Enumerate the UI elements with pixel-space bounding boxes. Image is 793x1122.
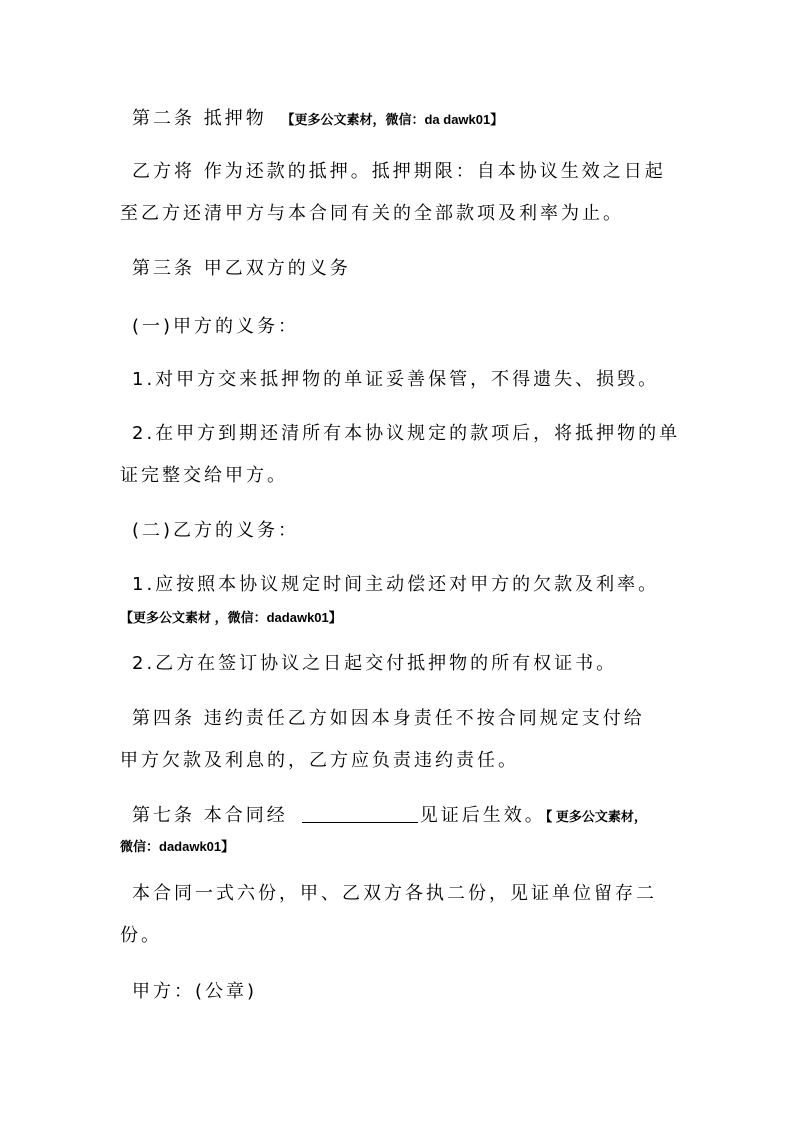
paragraph-line: 份。 — [120, 925, 162, 946]
paragraph-line: 本合同一式六份，甲、乙双方各执二份，见证单位留存二 — [132, 883, 657, 904]
paragraph-line: 甲方欠款及利息的，乙方应负责违约责任。 — [120, 750, 519, 771]
paragraph-line: 至乙方还清甲方与本合同有关的全部款项及利率为止。 — [120, 203, 624, 224]
paragraph-line: 乙方将 作为还款的抵押。抵押期限：自本协议生效之日起 — [132, 161, 666, 182]
paragraph-line: 1.对甲方交来抵押物的单证妥善保管，不得遗失、损毁。 — [132, 369, 660, 390]
party-b-duties-heading: (二)乙方的义务： — [132, 520, 300, 541]
article-7-text: 第七条 本合同经 — [132, 805, 288, 826]
article-3-heading: 第三条 甲乙双方的义务 — [132, 258, 351, 279]
article-7-heading — [120, 804, 692, 828]
article-4-heading: 第四条 违约责任乙方如因本身责任不按合同规定支付给 — [132, 708, 645, 729]
paragraph-line: 2.在甲方到期还清所有本协议规定的款项后，将抵押物的单 — [132, 423, 681, 444]
party-a-seal-line: 甲方：(公章) — [132, 981, 258, 1002]
promo-note: 【更多公文素材，微信：da dawk01】 — [281, 112, 504, 127]
paragraph-line: 2.乙方在签订协议之日起交付抵押物的所有权证书。 — [132, 653, 618, 674]
article-7-text-end: 见证后生效。 — [419, 805, 546, 826]
promo-note: 微信：dadawk01】 — [120, 839, 235, 854]
paragraph-line: 证完整交给甲方。 — [120, 465, 288, 486]
fill-in-blank — [302, 804, 418, 823]
article-2-title: 第二条 抵押物 — [132, 108, 267, 129]
paragraph-line: 1.应按照本协议规定时间主动偿还对甲方的欠款及利率。 — [132, 574, 660, 595]
party-a-duties-heading: (一)甲方的义务： — [132, 316, 300, 337]
promo-note: 【 更多公文素材， — [545, 809, 647, 824]
article-2-heading — [120, 108, 692, 131]
promo-note: 【更多公文素材 ，微信：dadawk01】 — [120, 610, 342, 625]
